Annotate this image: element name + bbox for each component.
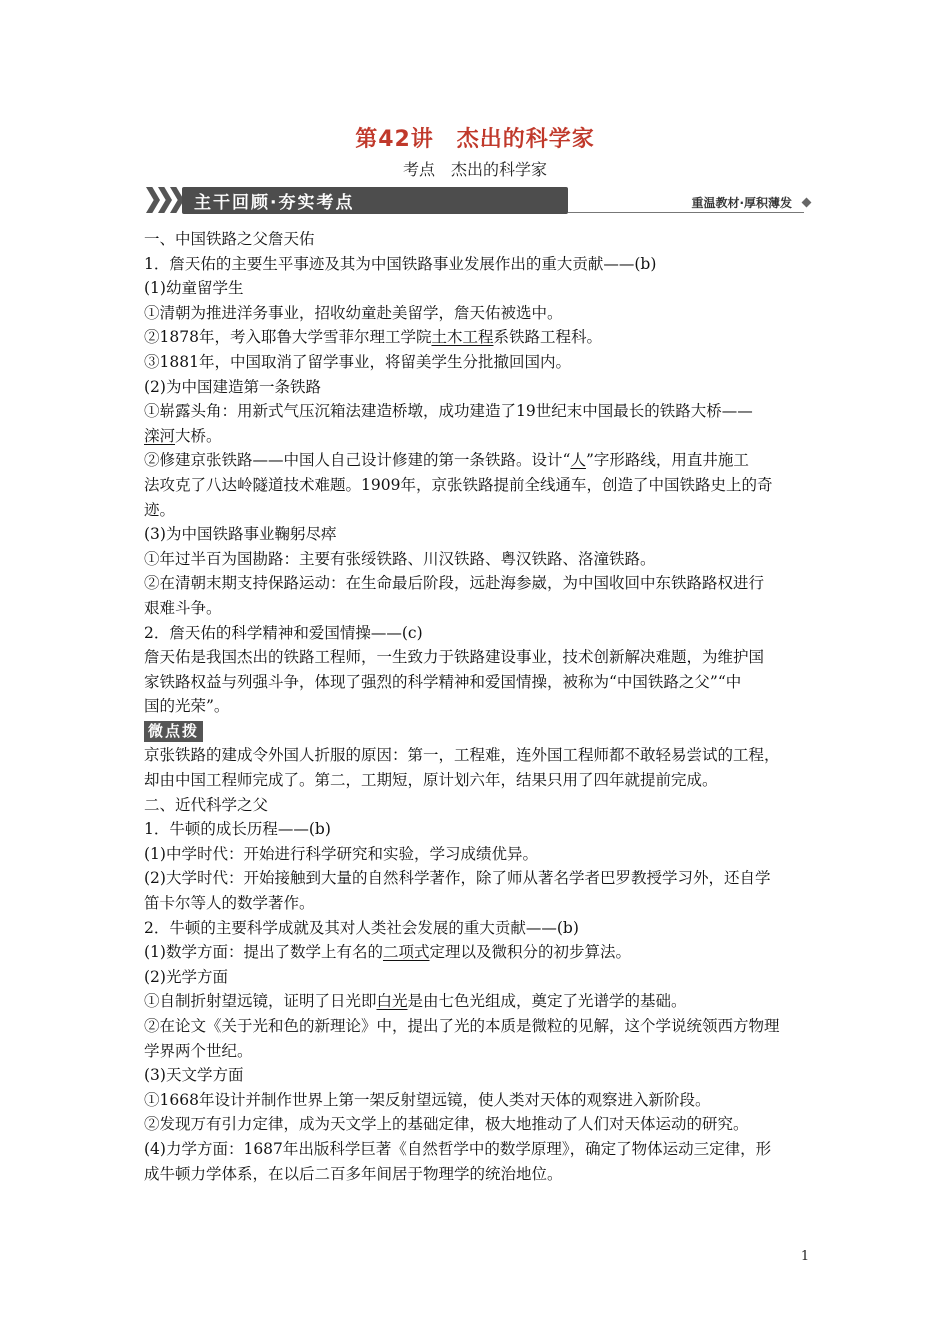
- text-line: (3)天文学方面: [144, 1066, 244, 1085]
- text-span: ②修建京张铁路——中国人自己设计修建的第一条铁路。设计“: [144, 451, 571, 470]
- text-line: (2)大学时代：开始接触到大量的自然科学著作，除了师从著名学者巴罗教授学习外，还自学: [144, 869, 771, 888]
- text-line: 法攻克了八达岭隧道技术难题。1909年，京张铁路提前全线通车，创造了中国铁路史上的奇: [144, 475, 773, 494]
- text-span: ”字形路线，用直井施工: [585, 451, 749, 470]
- text-line: 笛卡尔等人的数学著作。: [144, 894, 315, 913]
- text-line: [144, 424, 808, 449]
- text-span: ①自制折射望远镜，证明了日光即: [144, 992, 377, 1011]
- key-term: 土木工程: [431, 328, 494, 347]
- text-line: [144, 448, 808, 473]
- section-subtitle: 考点 杰出的科学家: [402, 160, 547, 179]
- text-line: 国的光荣”。: [144, 697, 230, 716]
- text-span: ②1878年，考入耶鲁大学雪菲尔理工学院: [144, 328, 432, 347]
- banner-label-bar: [182, 187, 568, 214]
- subheading: 2．牛顿的主要科学成就及其对人类社会发展的重大贡献——(b): [144, 918, 579, 937]
- banner-label: 主干回顾·夯实考点: [194, 193, 355, 213]
- key-term: 滦河: [144, 426, 176, 445]
- text-span: 大桥。: [175, 426, 222, 445]
- text-line: 成牛顿力学体系，在以后二百多年间居于物理学的统治地位。: [144, 1164, 563, 1183]
- text-line: (2)为中国建造第一条铁路: [144, 377, 321, 396]
- text-line: 学界两个世纪。: [144, 1041, 253, 1060]
- text-line: ②在清朝末期支持保路运动：在生命最后阶段，远赴海参崴，为中国收回中东铁路路权进行: [144, 574, 765, 593]
- text-line: 迹。: [144, 500, 176, 519]
- heading-1: 一、中国铁路之父詹天佑: [144, 230, 315, 248]
- text-line: [144, 989, 808, 1014]
- text-line: ①崭露头角：用新式气压沉箱法建造桥墩，成功建造了19世纪末中国最长的铁路大桥——: [144, 402, 753, 421]
- page-number: 1: [800, 1249, 810, 1264]
- text-line: 艰难斗争。: [144, 598, 222, 617]
- text-line: 家铁路权益与列强斗争，体现了强烈的科学精神和爱国情操，被称为“中国铁路之父”“中: [144, 672, 742, 691]
- key-term: 白光: [376, 992, 408, 1011]
- text-span: 是由七色光组成，奠定了光谱学的基础。: [407, 992, 687, 1011]
- text-line: (1)幼童留学生: [144, 279, 244, 298]
- text-line: [144, 325, 808, 350]
- text-line: (4)力学方面：1687年出版科学巨著《自然哲学中的数学原理》，确定了物体运动三定律，形: [144, 1139, 772, 1158]
- tip-label: 微点拨: [144, 721, 203, 742]
- subheading: 2．詹天佑的科学精神和爱国情操——(c): [144, 623, 423, 642]
- heading-2: 二、近代科学之父: [144, 795, 269, 814]
- text-line: (3)为中国铁路事业鞠躬尽瘁: [144, 525, 337, 544]
- key-term: 人: [570, 451, 586, 470]
- text-line: ②在论文《关于光和色的新理论》中，提出了光的本质是微粒的见解，这个学说统领西方物理: [144, 1017, 780, 1035]
- banner-rule: [568, 212, 804, 213]
- text-line: ①1668年设计并制作世界上第一架反射望远镜，使人类对天体的观察进入新阶段。: [144, 1090, 711, 1109]
- subheading: 1．牛顿的成长历程——(b): [144, 820, 331, 839]
- subheading: 1．詹天佑的主要生平事迹及其为中国铁路事业发展作出的重大贡献——(b): [144, 254, 657, 273]
- text-line: ①年过半百为国勘路：主要有张绥铁路、川汉铁路、粤汉铁路、洛潼铁路。: [144, 549, 656, 568]
- text-span: 系铁路工程科。: [493, 328, 602, 347]
- text-span: (1)数学方面：提出了数学上有名的: [144, 943, 383, 962]
- text-line: ①清朝为推进洋务事业，招收幼童赴美留学，詹天佑被选中。: [144, 303, 563, 322]
- text-line: (2)光学方面: [144, 967, 228, 986]
- text-line: 詹天佑是我国杰出的铁路工程师，一生致力于铁路建设事业，技术创新解决难题，为维护国: [144, 648, 765, 667]
- text-line: 却由中国工程师完成了。第二，工期短，原计划六年，结果只用了四年就提前完成。: [144, 771, 718, 790]
- chevron-icon: [158, 187, 172, 213]
- text-line: ②发现万有引力定律，成为天文学上的基础定律，极大地推动了人们对天体运动的研究。: [144, 1115, 749, 1134]
- chevron-icon: [146, 187, 160, 213]
- section-banner: [142, 184, 814, 216]
- text-line: [144, 940, 808, 965]
- body-text: [144, 227, 808, 1186]
- key-term: 二项式: [382, 943, 430, 962]
- text-line: ③1881年，中国取消了留学事业，将留美学生分批撤回国内。: [144, 352, 571, 371]
- banner-tagline: 重温教材·厚积薄发: [691, 196, 792, 210]
- text-line: 京张铁路的建成令外国人折服的原因：第一，工程难，连外国工程师都不敢轻易尝试的工程，: [144, 746, 780, 765]
- text-line: (1)中学时代：开始进行科学研究和实验，学习成绩优异。: [144, 844, 538, 863]
- diamond-icon: [802, 198, 812, 208]
- lecture-title: 第42讲 杰出的科学家: [355, 127, 595, 152]
- tip-tag: [144, 719, 808, 744]
- text-span: 定理以及微积分的初步算法。: [429, 943, 631, 962]
